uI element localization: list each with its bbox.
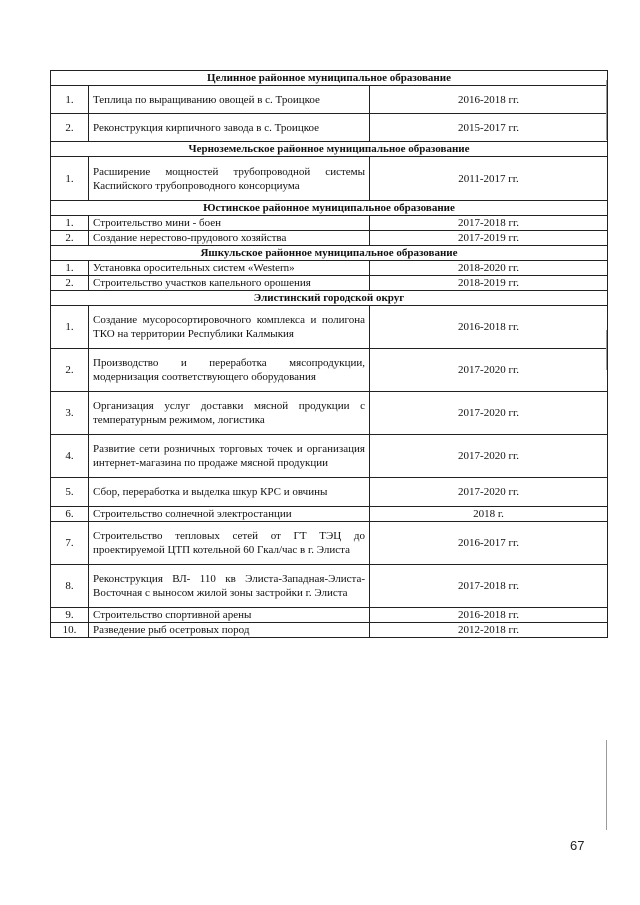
table-row (51, 565, 608, 608)
project-description: Строительство спортивной арены (89, 608, 370, 623)
section-header-row (51, 201, 608, 216)
project-period: 2016-2017 гг. (370, 522, 608, 565)
section-header-row (51, 246, 608, 261)
project-description: Организация услуг доставки мясной продукции с температурным режимом, логистика (89, 392, 370, 435)
project-period: 2016-2018 гг. (370, 86, 608, 114)
project-description: Строительство тепловых сетей от ГТ ТЭЦ до проектируемой ЦТП котельной 60 Гкал/час в г. Элиста (89, 522, 370, 565)
project-period: 2017-2018 гг. (370, 216, 608, 231)
table-row (51, 435, 608, 478)
row-number: 10. (51, 623, 89, 638)
project-description: Реконструкция кирпичного завода в с. Троицкое (89, 114, 370, 142)
project-period: 2012-2018 гг. (370, 623, 608, 638)
table-row (51, 157, 608, 201)
table-row (51, 86, 608, 114)
scan-edge-mark (606, 740, 607, 830)
project-period: 2017-2019 гг. (370, 231, 608, 246)
project-period: 2016-2018 гг. (370, 608, 608, 623)
project-description: Расширение мощностей трубопроводной системы Каспийского трубопроводного консорциума (89, 157, 370, 201)
project-period: 2018-2019 гг. (370, 276, 608, 291)
row-number: 6. (51, 507, 89, 522)
row-number: 2. (51, 276, 89, 291)
section-header-row (51, 291, 608, 306)
section-title: Целинное районное муниципальное образование (51, 71, 608, 86)
row-number: 2. (51, 114, 89, 142)
page-number: 67 (570, 838, 585, 853)
table-row (51, 608, 608, 623)
section-title: Яшкульское районное муниципальное образование (51, 246, 608, 261)
project-period: 2017-2020 гг. (370, 392, 608, 435)
table-row (51, 349, 608, 392)
project-description: Создание мусоросортировочного комплекса и полигона ТКО на территории Республики Калмыкия (89, 306, 370, 349)
row-number: 1. (51, 261, 89, 276)
project-description: Строительство участков капельного орошения (89, 276, 370, 291)
project-description: Строительство солнечной электростанции (89, 507, 370, 522)
project-description: Развитие сети розничных торговых точек и организация интернет-магазина по продаже мясной продукции (89, 435, 370, 478)
project-description: Создание нерестово-прудового хозяйства (89, 231, 370, 246)
row-number: 2. (51, 231, 89, 246)
table-row (51, 623, 608, 638)
table-row (51, 261, 608, 276)
table-row (51, 507, 608, 522)
table-row (51, 276, 608, 291)
table-row (51, 478, 608, 507)
row-number: 3. (51, 392, 89, 435)
section-header-row (51, 71, 608, 86)
project-period: 2017-2020 гг. (370, 435, 608, 478)
project-period: 2015-2017 гг. (370, 114, 608, 142)
projects-table (50, 70, 608, 638)
project-description: Реконструкция ВЛ- 110 кв Элиста-Западная-Элиста-Восточная с выносом жилой зоны застройки г. Элиста (89, 565, 370, 608)
section-title: Черноземельское районное муниципальное образование (51, 142, 608, 157)
project-period: 2018-2020 гг. (370, 261, 608, 276)
project-description: Строительство мини - боен (89, 216, 370, 231)
table-row (51, 231, 608, 246)
project-description: Разведение рыб осетровых пород (89, 623, 370, 638)
row-number: 1. (51, 86, 89, 114)
project-period: 2011-2017 гг. (370, 157, 608, 201)
project-period: 2017-2018 гг. (370, 565, 608, 608)
project-period: 2017-2020 гг. (370, 478, 608, 507)
table-row (51, 114, 608, 142)
projects-table-body (51, 71, 608, 638)
row-number: 7. (51, 522, 89, 565)
section-header-row (51, 142, 608, 157)
row-number: 2. (51, 349, 89, 392)
project-description: Установка оросительных систем «Western» (89, 261, 370, 276)
row-number: 4. (51, 435, 89, 478)
scan-edge-mark (606, 330, 607, 370)
project-description: Производство и переработка мясопродукции, модернизация соответствующего оборудования (89, 349, 370, 392)
project-period: 2018 г. (370, 507, 608, 522)
section-title: Элистинский городской округ (51, 291, 608, 306)
row-number: 1. (51, 306, 89, 349)
scan-edge-mark (606, 80, 607, 140)
row-number: 1. (51, 216, 89, 231)
table-row (51, 522, 608, 565)
row-number: 1. (51, 157, 89, 201)
project-description: Сбор, переработка и выделка шкур КРС и овчины (89, 478, 370, 507)
row-number: 9. (51, 608, 89, 623)
table-row (51, 306, 608, 349)
row-number: 8. (51, 565, 89, 608)
table-row (51, 392, 608, 435)
project-period: 2016-2018 гг. (370, 306, 608, 349)
project-description: Теплица по выращиванию овощей в с. Троицкое (89, 86, 370, 114)
row-number: 5. (51, 478, 89, 507)
table-row (51, 216, 608, 231)
project-period: 2017-2020 гг. (370, 349, 608, 392)
section-title: Юстинское районное муниципальное образование (51, 201, 608, 216)
